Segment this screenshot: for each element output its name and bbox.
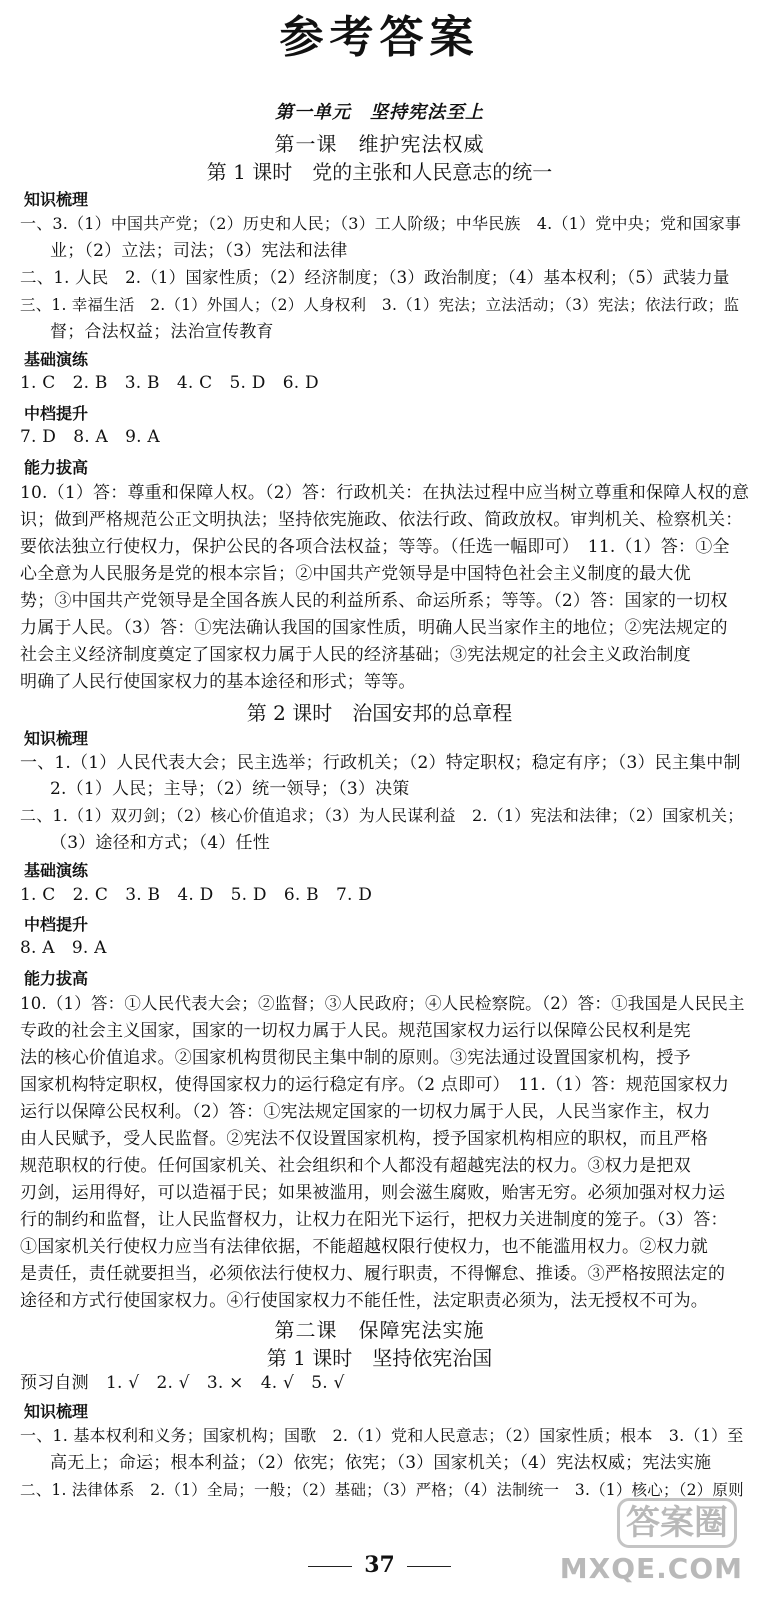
- answer-line: 1. C 2. C 3. B 4. D 5. D 6. B 7. D: [20, 885, 373, 905]
- answer-line: 一、1.（1）人民代表大会；民主选举；行政机关；（2）特定职权；稳定有序；（3）民主集中制: [20, 753, 741, 773]
- answer-line: ①国家机关行使权力应当有法律依据，不能超越权限行使权力，也不能滥用权力。②权力就: [20, 1237, 708, 1257]
- footer-rule-left: [308, 1566, 352, 1567]
- answer-line: 途径和方式行使国家权力。④行使国家权力不能任性，法定职责必须为，法无授权不可为。: [20, 1291, 708, 1311]
- answer-line: 运行以保障公民权利。（2）答：①宪法规定国家的一切权力属于人民，人民当家作主，权力: [20, 1102, 711, 1122]
- section-label-ability: 能力拔高: [24, 969, 89, 988]
- page-title: 参考答案: [279, 12, 480, 63]
- answer-line: 由人民赋予，受人民监督。②宪法不仅设置国家机构，授予国家机构相应的职权，而且严格: [20, 1129, 708, 1149]
- answer-line: 势；③中国共产党领导是全国各族人民的利益所系、命运所系；等等。（2）答：国家的一切权: [20, 591, 728, 611]
- answer-line: 力属于人民。（3）答：①宪法确认我国的国家性质，明确人民当家作主的地位；②宪法规定的: [20, 618, 728, 638]
- answer-line: 业；（2）立法；司法；（3）宪法和法律: [50, 241, 348, 261]
- period-heading-1: 第 1 课时 党的主张和人民意志的统一: [206, 160, 553, 184]
- answer-line: 二、1. 法律体系 2.（1）全局；一般；（2）基础；（3）严格；（4）法制统一 3.（1）核心；（2）原则: [20, 1481, 744, 1499]
- section-label-basic: 基础演练: [24, 350, 89, 369]
- section-label-mid: 中档提升: [24, 915, 89, 934]
- page-number-footer: [0, 1552, 759, 1578]
- section-label-knowledge: 知识梳理: [24, 190, 89, 209]
- section-label-ability: 能力拔高: [24, 458, 89, 477]
- watermark-site: MXQE.COM: [559, 1552, 743, 1585]
- answer-line: 国家机构特定职权，使得国家权力的运行稳定有序。（2 点即可） 11.（1）答：规范国家权力: [20, 1075, 730, 1095]
- footer-rule-right: [407, 1566, 451, 1567]
- answer-line: 三、1. 幸福生活 2.（1）外国人；（2）人身权利 3.（1）宪法；立法活动；（3）宪法；依法行政；监: [20, 296, 740, 314]
- answer-line: 一、1. 基本权利和义务；国家机构；国歌 2.（1）党和人民意志；（2）国家性质；根本 3.（1）至: [20, 1426, 744, 1445]
- answer-line: 二、1. 人民 2.（1）国家性质；（2）经济制度；（3）政治制度；（4）基本权利；（5）武装力量: [20, 268, 730, 287]
- watermark: [559, 1498, 751, 1594]
- answer-line: 明确了人民行使国家权力的基本途径和形式；等等。: [20, 672, 416, 692]
- answer-line: 专政的社会主义国家，国家的一切权力属于人民。规范国家权力运行以保障公民权利是宪: [20, 1021, 691, 1041]
- answer-line: 识；做到严格规范公正文明执法；坚持依宪施政、依法行政、简政放权。审判机关、检察机关：: [20, 510, 743, 530]
- answer-line: 督；合法权益；法治宣传教育: [50, 322, 274, 342]
- answer-line: （3）途径和方式；（4）任性: [50, 833, 270, 853]
- answer-line: 高无上；命运；根本利益；（2）依宪；依宪；（3）国家机关；（4）宪法权威；宪法实施: [50, 1453, 712, 1473]
- answer-line: 二、1.（1）双刃剑；（2）核心价值追求；（3）为人民谋利益 2.（1）宪法和法律；（2）国家机关；: [20, 806, 744, 825]
- answer-line: 8. A 9. A: [20, 938, 107, 958]
- answer-line: 规范职权的行使。任何国家机关、社会组织和个人都没有超越宪法的权力。③权力是把双: [20, 1156, 691, 1176]
- answer-line: 10.（1）答：①人民代表大会；②监督；③人民政府；④人民检察院。（2）答：①我国是人民民主: [20, 994, 745, 1013]
- section-label-basic: 基础演练: [24, 861, 89, 880]
- answer-line: 心全意为人民服务是党的根本宗旨；②中国共产党领导是中国特色社会主义制度的最大优: [20, 564, 691, 584]
- section-label-knowledge: 知识梳理: [24, 729, 89, 748]
- lesson-heading-2: 第二课 保障宪法实施: [274, 1318, 485, 1342]
- section-label-knowledge: 知识梳理: [24, 1402, 89, 1421]
- lesson-heading-1: 第一课 维护宪法权威: [274, 132, 485, 156]
- answer-line: 社会主义经济制度奠定了国家权力属于人民的经济基础；③宪法规定的社会主义政治制度: [20, 645, 691, 665]
- answer-line: 10.（1）答：尊重和保障人权。（2）答：行政机关：在执法过程中应当树立尊重和保障人权的意: [20, 483, 750, 503]
- preview-line: 预习自测 1. √ 2. √ 3. × 4. √ 5. √: [20, 1373, 345, 1393]
- watermark-logo: 答案圈: [617, 1498, 737, 1548]
- page-number: 37: [364, 1552, 395, 1578]
- answer-line: 刃剑，运用得好，可以造福于民；如果被滥用，则会滋生腐败，贻害无穷。必须加强对权力运: [20, 1183, 726, 1203]
- period-heading-3: 第 1 课时 坚持依宪治国: [266, 1346, 493, 1370]
- answer-line: 法的核心价值追求。②国家机构贯彻民主集中制的原则。③宪法通过设置国家机构，授予: [20, 1048, 691, 1068]
- section-label-mid: 中档提升: [24, 404, 89, 423]
- answer-line: 7. D 8. A 9. A: [20, 427, 160, 447]
- answer-line: 2.（1）人民；主导；（2）统一领导；（3）决策: [50, 779, 410, 799]
- answer-line: 一、3.（1）中国共产党；（2）历史和人民；（3）工人阶级；中华民族 4.（1）党中央；党和国家事: [20, 214, 742, 233]
- answer-line: 1. C 2. B 3. B 4. C 5. D 6. D: [20, 373, 319, 393]
- answer-line: 行的制约和监督，让人民监督权力，让权力在阳光下运行，把权力关进制度的笼子。（3）答：: [20, 1210, 728, 1230]
- unit-heading: 第一单元 坚持宪法至上: [275, 102, 484, 123]
- answer-line: 是责任，责任就要担当，必须依法行使权力、履行职责，不得懈怠、推诿。③严格按照法定的: [20, 1264, 726, 1284]
- period-heading-2: 第 2 课时 治国安邦的总章程: [246, 701, 513, 725]
- answer-line: 要依法独立行使权力，保护公民的各项合法权益；等等。（任选一幅即可） 11.（1）答：①全: [20, 537, 730, 557]
